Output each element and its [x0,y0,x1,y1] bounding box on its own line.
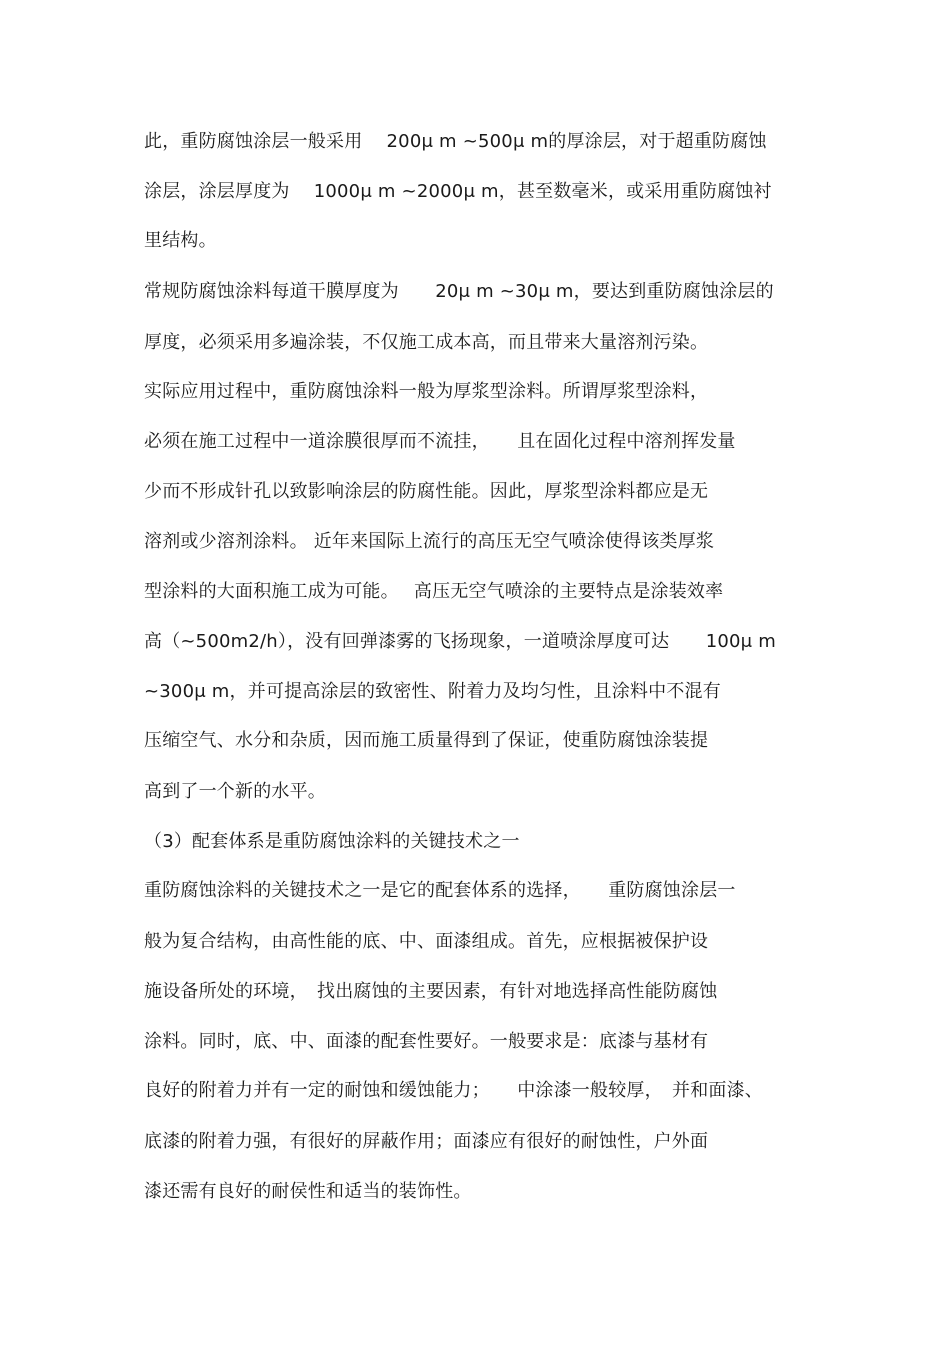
text-line: 常规防腐蚀涂料每道干膜厚度为 20μ m ~30μ m，要达到重防腐蚀涂层的 [144,281,774,302]
text-line: 重防腐蚀涂料的关键技术之一是它的配套体系的选择， 重防腐蚀涂层一 [144,880,736,901]
text-line: 型涂料的大面积施工成为可能。 高压无空气喷涂的主要特点是涂装效率 [144,581,724,602]
text-line: 溶剂或少溶剂涂料。 近年来国际上流行的高压无空气喷涂使得该类厚浆 [144,531,715,552]
section-heading: （3）配套体系是重防腐蚀涂料的关键技术之一 [144,831,520,852]
text-line: 涂料。同时，底、中、面漆的配套性要好。一般要求是：底漆与基材有 [144,1031,709,1052]
text-line: 施设备所处的环境， 找出腐蚀的主要因素，有针对地选择高性能防腐蚀 [144,981,718,1002]
text-line: 底漆的附着力强，有很好的屏蔽作用；面漆应有很好的耐蚀性，户外面 [144,1131,709,1152]
text-line: ~300μ m，并可提高涂层的致密性、附着力及均匀性，且涂料中不混有 [144,681,721,702]
text-line: 压缩空气、水分和杂质，因而施工质量得到了保证，使重防腐蚀涂装提 [144,730,709,751]
text-line: 涂层，涂层厚度为 1000μ m ~2000μ m，甚至数毫米，或采用重防腐蚀衬 [144,181,772,202]
text-line: 良好的附着力并有一定的耐蚀和缓蚀能力； 中涂漆一般较厚， 并和面漆、 [144,1080,763,1101]
text-line: 里结构。 [144,230,217,251]
text-line: 必须在施工过程中一道涂膜很厚而不流挂， 且在固化过程中溶剂挥发量 [144,431,736,452]
text-line: 般为复合结构，由高性能的底、中、面漆组成。首先，应根据被保护设 [144,931,709,952]
text-line: 高（~500m2/h），没有回弹漆雾的飞扬现象，一道喷涂厚度可达 100μ m [144,631,776,652]
text-line: 少而不形成针孔以致影响涂层的防腐性能。因此，厚浆型涂料都应是无 [144,481,709,502]
text-line: 此，重防腐蚀涂层一般采用 200μ m ~500μ m的厚涂层，对于超重防腐蚀 [144,131,767,152]
text-line: 高到了一个新的水平。 [144,781,326,802]
text-line: 实际应用过程中，重防腐蚀涂料一般为厚浆型涂料。所谓厚浆型涂料， [144,381,709,402]
text-line: 漆还需有良好的耐侯性和适当的装饰性。 [144,1181,472,1202]
text-line: 厚度，必须采用多遍涂装，不仅施工成本高，而且带来大量溶剂污染。 [144,332,709,353]
